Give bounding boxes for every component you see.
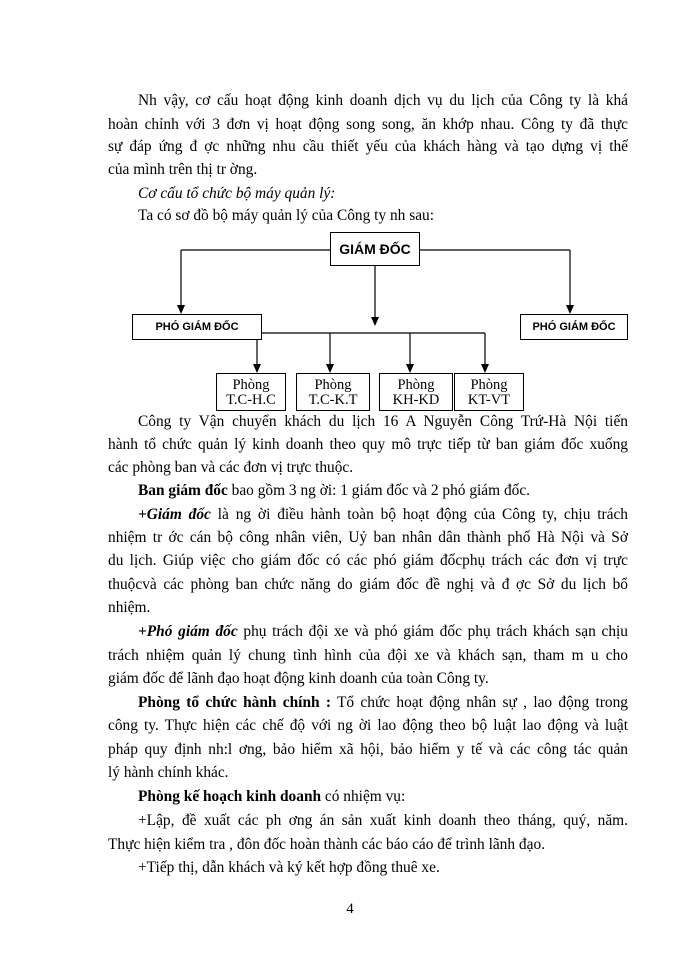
dept-line1: Phòng — [232, 377, 270, 393]
board-paragraph — [138, 480, 658, 502]
dept-box-tchc — [216, 373, 286, 411]
arrow-dept-4 — [481, 364, 489, 373]
dept-box-tckt — [296, 373, 370, 411]
left-deputy-label: PHÓ GIÁM ĐỐC — [155, 321, 239, 333]
board-text: bao gồm 3 ng ời: 1 giám đốc và 2 phó giám đốc. — [227, 482, 531, 499]
admin-line-2: công ty. Thực hiện các chế độ với ng ời lao động theo bộ luật lao động và luật — [108, 717, 628, 734]
intro-line-1: Nh vậy, cơ cấu hoạt động kinh doanh dịch vụ du lịch của Công ty là khá — [138, 92, 628, 109]
admin-line-3: pháp quy định nh:l ơng, bảo hiểm xã hội, bảo hiểm y tế và các công tác quản — [108, 741, 628, 758]
dept-box-ktvt — [454, 373, 524, 411]
business-line-3: Thực hiện kiểm tra , đôn đốc hoàn thành các báo cáo để trình lãnh đạo. — [108, 836, 545, 853]
director-box-label: GIÁM ĐỐC — [339, 241, 411, 257]
after-diagram-line-3: các phòng ban và các đơn vị trực thuộc. — [108, 459, 354, 476]
director-line-5: nhiệm. — [108, 599, 151, 616]
dept-line1: Phòng — [470, 377, 508, 393]
arrow-dept-1 — [253, 364, 261, 373]
intro-line-4: của mình trên thị tr ờng. — [108, 161, 258, 178]
diagram-intro: Ta có sơ đồ bộ máy quản lý của Công ty nh sau: — [138, 207, 435, 224]
business-line-2: +Lập, đề xuất các ph ơng án sản xuất kinh doanh theo tháng, quý, năm. — [138, 812, 628, 829]
business-first: có nhiệm vụ: — [321, 788, 406, 805]
dept-line2: T.C-K.T — [308, 392, 358, 408]
dept-box-khkd — [379, 373, 453, 411]
director-label: +Giám đốc — [138, 506, 211, 523]
director-line-4: thuộcvà các phòng ban chức năng do giám đốc đề nghị và đ ợc Sở du lịch bổ — [108, 576, 628, 593]
director-box — [330, 232, 420, 266]
left-deputy-box — [132, 314, 262, 340]
admin-paragraph — [138, 692, 628, 714]
arrow-dept-3 — [406, 364, 414, 373]
dept-line1: Phòng — [397, 377, 435, 393]
after-diagram-line-1: Công ty Vận chuyển khách du lịch 16 A Nguyễn Công Trứ-Hà Nội tiến — [138, 413, 628, 430]
after-diagram-line-2: hành tổ chức quản lý kinh doanh theo quy mô trực tiếp từ ban giám đốc xuống — [108, 436, 628, 453]
business-line-4: +Tiếp thị, dẫn khách và ký kết hợp đồng thuê xe. — [138, 859, 440, 876]
dept-line2: T.C-H.C — [226, 392, 276, 408]
dept-line2: KT-VT — [467, 392, 511, 408]
deputy-line-2: trách nhiệm quản lý chung tình hình của đội xe và khách sạn, tham m u cho — [108, 647, 628, 664]
director-first: là ng ời điều hành toàn bộ hoạt động của Công ty, chịu trách — [210, 506, 628, 523]
business-label: Phòng kế hoạch kinh doanh — [138, 788, 322, 805]
admin-line-4: lý hành chính khác. — [108, 764, 229, 781]
deputy-paragraph — [138, 621, 628, 643]
arrow-right-deputy — [566, 305, 574, 314]
page-number: 4 — [346, 901, 354, 917]
intro-line-3: sự đáp ứng đ ợc những nhu cầu thiết yếu của khách hàng và tạo dựng vị thế — [108, 138, 628, 155]
business-paragraph — [138, 786, 658, 808]
board-label: Ban giám đốc — [138, 482, 228, 499]
intro-line-2: hoàn chỉnh với 3 đơn vị hoạt động song song, ăn khớp nhau. Công ty đã thực — [108, 116, 628, 133]
dept-line2: KH-KD — [392, 392, 440, 408]
section-heading: Cơ cấu tổ chức bộ máy quản lý: — [138, 185, 336, 202]
arrow-dept-2 — [326, 364, 334, 373]
org-chart-connectors — [0, 0, 700, 420]
admin-first: Tổ chức hoạt động nhân sự , lao động trong — [331, 694, 628, 711]
deputy-first: phụ trách đội xe và phó giám đốc phụ trách khách sạn chịu — [237, 623, 628, 640]
admin-label: Phòng tổ chức hành chính : — [138, 694, 331, 711]
right-deputy-box — [520, 314, 628, 340]
arrow-left-deputy — [177, 305, 185, 314]
deputy-label: +Phó giám đốc — [138, 623, 238, 640]
deputy-line-3: giám đốc để lãnh đạo hoạt động kinh doanh của toàn Công ty. — [108, 670, 489, 687]
right-deputy-label: PHÓ GIÁM ĐỐC — [532, 321, 616, 333]
dept-line1: Phòng — [314, 377, 352, 393]
director-paragraph — [138, 504, 628, 526]
director-line-2: nhiệm tr ớc cán bộ công nhân viên, Uỷ ban nhân dân thành phố Hà Nội và Sở — [108, 529, 628, 546]
director-line-3: du lịch. Giúp việc cho giám đốc có các phó giám đốcphụ trách các đơn vị trực — [108, 552, 628, 569]
arrow-center — [371, 317, 379, 326]
